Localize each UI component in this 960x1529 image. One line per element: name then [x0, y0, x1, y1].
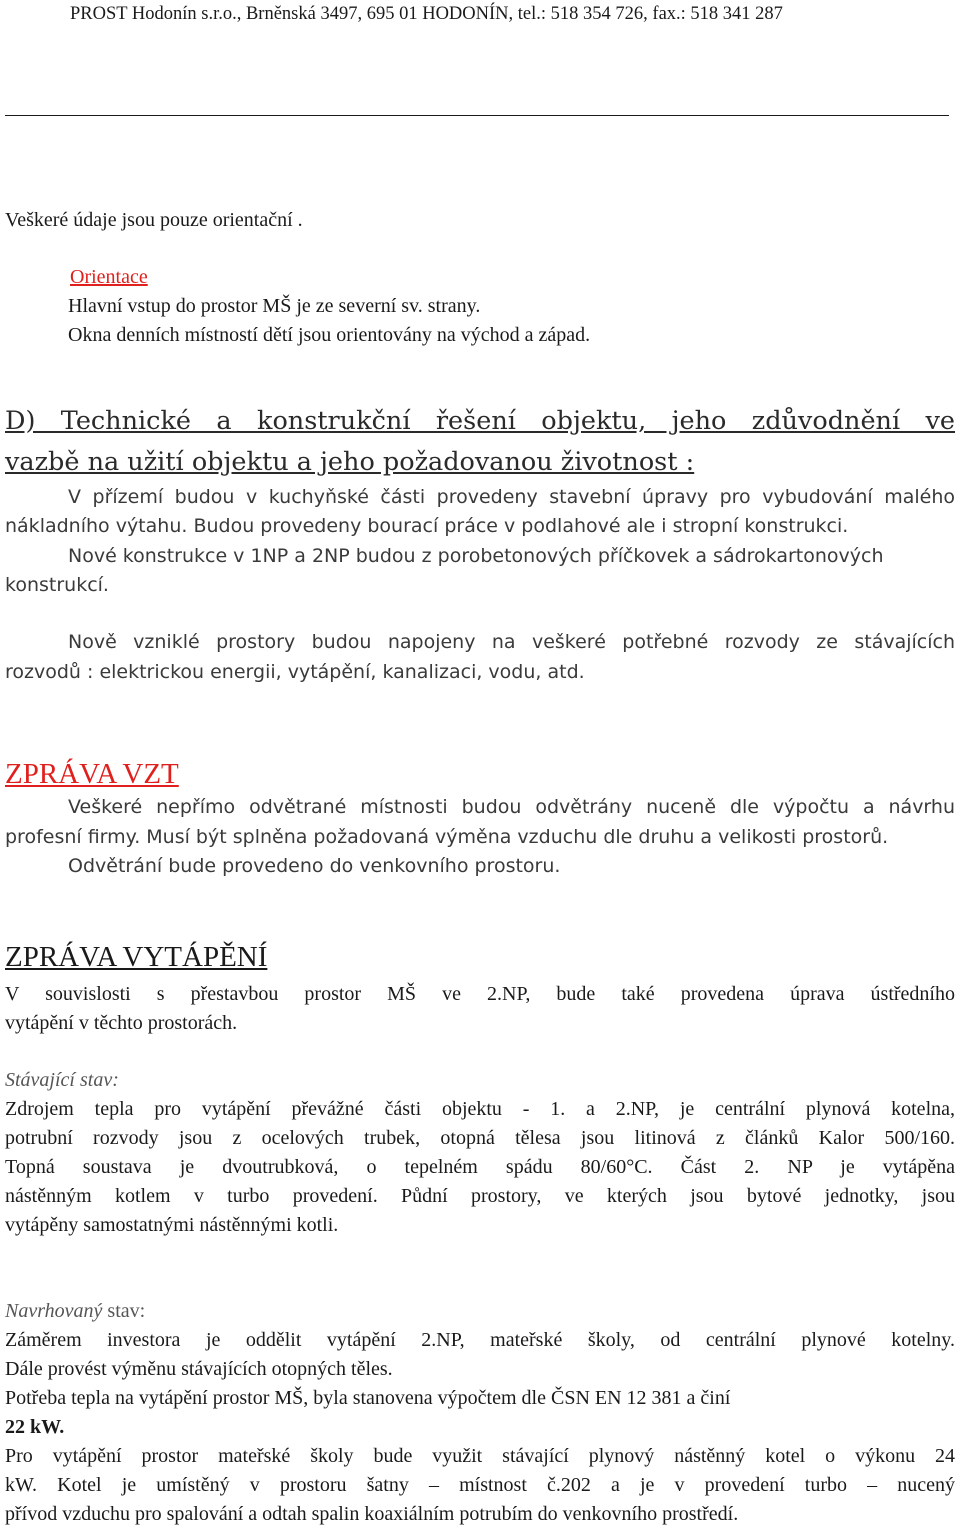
proposed-line-1: Záměrem investora je oddělit vytápění 2.NP, mateřské školy, od centrální plynové kotelny.: [5, 1329, 955, 1351]
proposed-label-rest: stav:: [102, 1300, 146, 1322]
proposed-line-3: Potřeba tepla na vytápění prostor MŠ, byla stanovena výpočtem dle ČSN EN 12 381 a činí: [5, 1387, 731, 1409]
section-d-p2-line-1: Nově vzniklé prostory budou napojeny na veškeré potřebné rozvody ze stávajících: [68, 631, 955, 653]
current-state-label: Stávající stav:: [5, 1069, 119, 1091]
section-d-p1-line-1: V přízemí budou v kuchyňské části provedeny stavební úpravy pro vybudování malého: [68, 486, 955, 508]
section-d-p2-line-2: rozvodů : elektrickou energii, vytápění, kanalizaci, vodu, atd.: [5, 661, 585, 683]
vzt-title: ZPRÁVA VZT: [5, 758, 179, 790]
current-line-4: nástěnným kotlem v turbo provedení. Půdní prostory, ve kterých jsou bytové jednotky, jsou: [5, 1185, 955, 1207]
orientation-title: Orientace: [70, 266, 148, 288]
section-d-p1-line-3: Nové konstrukce v 1NP a 2NP budou z porobetonových příčkovek a sádrokartonových: [68, 545, 884, 567]
orientation-line-1: Hlavní vstup do prostor MŠ je ze severní sv. strany.: [68, 295, 481, 317]
vzt-line-2: profesní firmy. Musí být splněna požadovaná výměna vzduchu dle druhu a velikosti prostorů.: [5, 826, 889, 848]
current-line-3: Topná soustava je dvoutrubková, o tepelném spádu 80/60°C. Část 2. NP je vytápěna: [5, 1156, 955, 1178]
orientation-line-2: Okna denních místností dětí jsou orientovány na východ a západ.: [68, 324, 591, 346]
vzt-line-1: Veškeré nepřímo odvětrané místnosti budou odvětrány nuceně dle výpočtu a návrhu: [68, 796, 955, 818]
current-line-1: Zdrojem tepla pro vytápění převážné části objektu - 1. a 2.NP, je centrální plynová kotelna,: [5, 1098, 955, 1120]
header-divider: [5, 115, 949, 116]
section-d-p1-line-4: konstrukcí.: [5, 574, 109, 596]
current-line-2: potrubní rozvody jsou z ocelových trubek, otopná tělesa jsou litinová z článků Kalor 500/160.: [5, 1127, 955, 1149]
proposed-line-4: 22 kW.: [5, 1416, 65, 1438]
section-d-title-line-2: vazbě na užití objektu a jeho požadovanou životnost :: [5, 447, 695, 477]
vzt-line-3: Odvětrání bude provedeno do venkovního prostoru.: [68, 855, 561, 877]
proposed-label-italic: Navrhovaný: [5, 1300, 103, 1322]
section-d-p1-line-2: nákladního výtahu. Budou provedeny bourací práce v podlahové ale i stropní konstrukci.: [5, 515, 849, 537]
section-d-title-line-1: D) Technické a konstrukční řešení objektu, jeho zdůvodnění ve: [5, 406, 955, 436]
proposed-line-6: kW. Kotel je umístěný v prostoru šatny – místnost č.202 a je v provedení turbo – nucený: [5, 1474, 955, 1496]
heating-intro-line-1: V souvislosti s přestavbou prostor MŠ ve 2.NP, bude také provedena úprava ústředního: [5, 983, 955, 1005]
heating-intro-line-2: vytápění v těchto prostorách.: [5, 1012, 238, 1034]
heating-title: ZPRÁVA VYTÁPĚNÍ: [5, 941, 268, 973]
proposed-state-label: [5, 1297, 145, 1326]
intro-note: Veškeré údaje jsou pouze orientační .: [5, 209, 303, 231]
proposed-line-5: Pro vytápění prostor mateřské školy bude využit stávající plynový nástěnný kotel o výkonu 24: [5, 1445, 955, 1467]
current-line-5: vytápěny samostatnými nástěnnými kotli.: [5, 1214, 339, 1236]
proposed-line-2: Dále provést výměnu stávajících otopných těles.: [5, 1358, 393, 1380]
company-header: PROST Hodonín s.r.o., Brněnská 3497, 695 01 HODONÍN, tel.: 518 354 726, fax.: 518 341 287: [70, 4, 783, 24]
proposed-line-7: přívod vzduchu pro spalování a odtah spalin koaxiálním potrubím do venkovního prostředí.: [5, 1503, 739, 1525]
